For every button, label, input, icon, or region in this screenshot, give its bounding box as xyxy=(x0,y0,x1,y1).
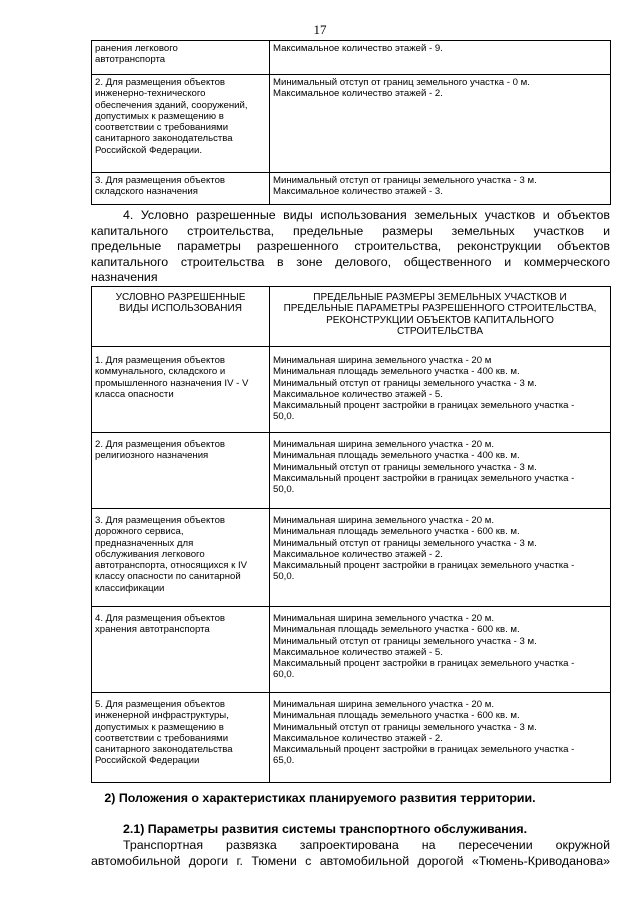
parameters-cell: Минимальная ширина земельного участка - 20 м. Минимальная площадь земельного участка - 600 кв. м. Минимальный отступ от границы земельного участка - 3 м. Максимальное количество этажей - 2. Максимальный процент застройки в границах земельного участка - 65,0. xyxy=(270,693,611,783)
table-row xyxy=(92,607,611,693)
table-row xyxy=(92,509,611,607)
table-row xyxy=(92,41,611,75)
page-number: 17 xyxy=(313,22,327,37)
parameters-cell: Минимальная ширина земельного участка - 20 м Минимальная площадь земельного участка - 400 кв. м. Минимальный отступ от границы земельного участка - 3 м. Максимальное количество этажей - 5. Максимальный процент застройки в границах земельного участка - 50,0. xyxy=(270,347,611,433)
table-header-row xyxy=(92,287,611,347)
table-continued xyxy=(91,40,611,205)
section-2-heading: 2) Положения о характеристиках планируемого развития территории. xyxy=(104,791,536,805)
table-row xyxy=(92,347,611,433)
use-type-cell: 2. Для размещения объектов инженерно-технического обеспечения зданий, сооружений, допустимых к размещению в соответствии с требованиями санитарного законодательства Российской Федерации. xyxy=(92,75,270,173)
column-header-use-types: УСЛОВНО РАЗРЕШЕННЫЕ ВИДЫ ИСПОЛЬЗОВАНИЯ xyxy=(92,287,270,347)
section-4-paragraph: 4. Условно разрешенные виды использования земельных участков и объектов капитального строительства, предельные размеры земельных участков и предельные параметры разрешенного строительства, реконструкции объектов капитального строительства в зоне делового, общественного и коммерческого назначения xyxy=(91,208,610,285)
table-row xyxy=(92,173,611,205)
table-row xyxy=(92,433,611,509)
parameters-cell: Минимальная ширина земельного участка - 20 м. Минимальная площадь земельного участка - 600 кв. м. Минимальный отступ от границы земельного участка - 3 м. Максимальное количество этажей - 5. Максимальный процент застройки в границах земельного участка - 60,0. xyxy=(270,607,611,693)
use-type-cell: 3. Для размещения объектов складского назначения xyxy=(92,173,270,205)
conditional-uses-table xyxy=(91,286,611,783)
section-2-1-heading: 2.1) Параметры развития системы транспортного обслуживания. xyxy=(123,822,528,836)
use-type-cell: 5. Для размещения объектов инженерной инфраструктуры, допустимых к размещению в соответствии с требованиями санитарного законодательства Российской Федерации xyxy=(92,693,270,783)
transport-paragraph: Транспортная развязка запроектирована на пересечении окружной автомобильной дороги г. Тюмени с автомобильной дорогой «Тюмень-Криводанова» xyxy=(91,838,610,868)
column-header-parameters: ПРЕДЕЛЬНЫЕ РАЗМЕРЫ ЗЕМЕЛЬНЫХ УЧАСТКОВ И ПРЕДЕЛЬНЫЕ ПАРАМЕТРЫ РАЗРЕШЕННОГО СТРОИТЕЛЬСТВА, РЕКОНСТРУКЦИИ ОБЪЕКТОВ КАПИТАЛЬНОГО СТРОИТЕЛЬСТВА xyxy=(270,287,611,347)
parameters-cell: Максимальное количество этажей - 9. xyxy=(270,41,611,75)
parameters-cell: Минимальная ширина земельного участка - 20 м. Минимальная площадь земельного участка - 400 кв. м. Минимальный отступ от границы земельного участка - 3 м. Максимальный процент застройки в границах земельного участка - 50,0. xyxy=(270,433,611,509)
parameters-cell: Минимальный отступ от границ земельного участка - 0 м. Максимальное количество этажей - 2. xyxy=(270,75,611,173)
table-row xyxy=(92,693,611,783)
use-type-cell: 1. Для размещения объектов коммунального, складского и промышленного назначения IV - V класса опасности xyxy=(92,347,270,433)
parameters-cell: Минимальная ширина земельного участка - 20 м. Минимальная площадь земельного участка - 600 кв. м. Минимальный отступ от границы земельного участка - 3 м. Максимальное количество этажей - 2. Максимальный процент застройки в границах земельного участка - 50,0. xyxy=(270,509,611,607)
use-type-cell: 2. Для размещения объектов религиозного назначения xyxy=(92,433,270,509)
use-type-cell: 4. Для размещения объектов хранения автотранспорта xyxy=(92,607,270,693)
use-type-cell: ранения легкового автотранспорта xyxy=(92,41,270,75)
table-row xyxy=(92,75,611,173)
use-type-cell: 3. Для размещения объектов дорожного сервиса, предназначенных для обслуживания легкового автотранспорта, относящихся к IV классу опасности по санитарной классификации xyxy=(92,509,270,607)
parameters-cell: Минимальный отступ от границы земельного участка - 3 м. Максимальное количество этажей - 3. xyxy=(270,173,611,205)
